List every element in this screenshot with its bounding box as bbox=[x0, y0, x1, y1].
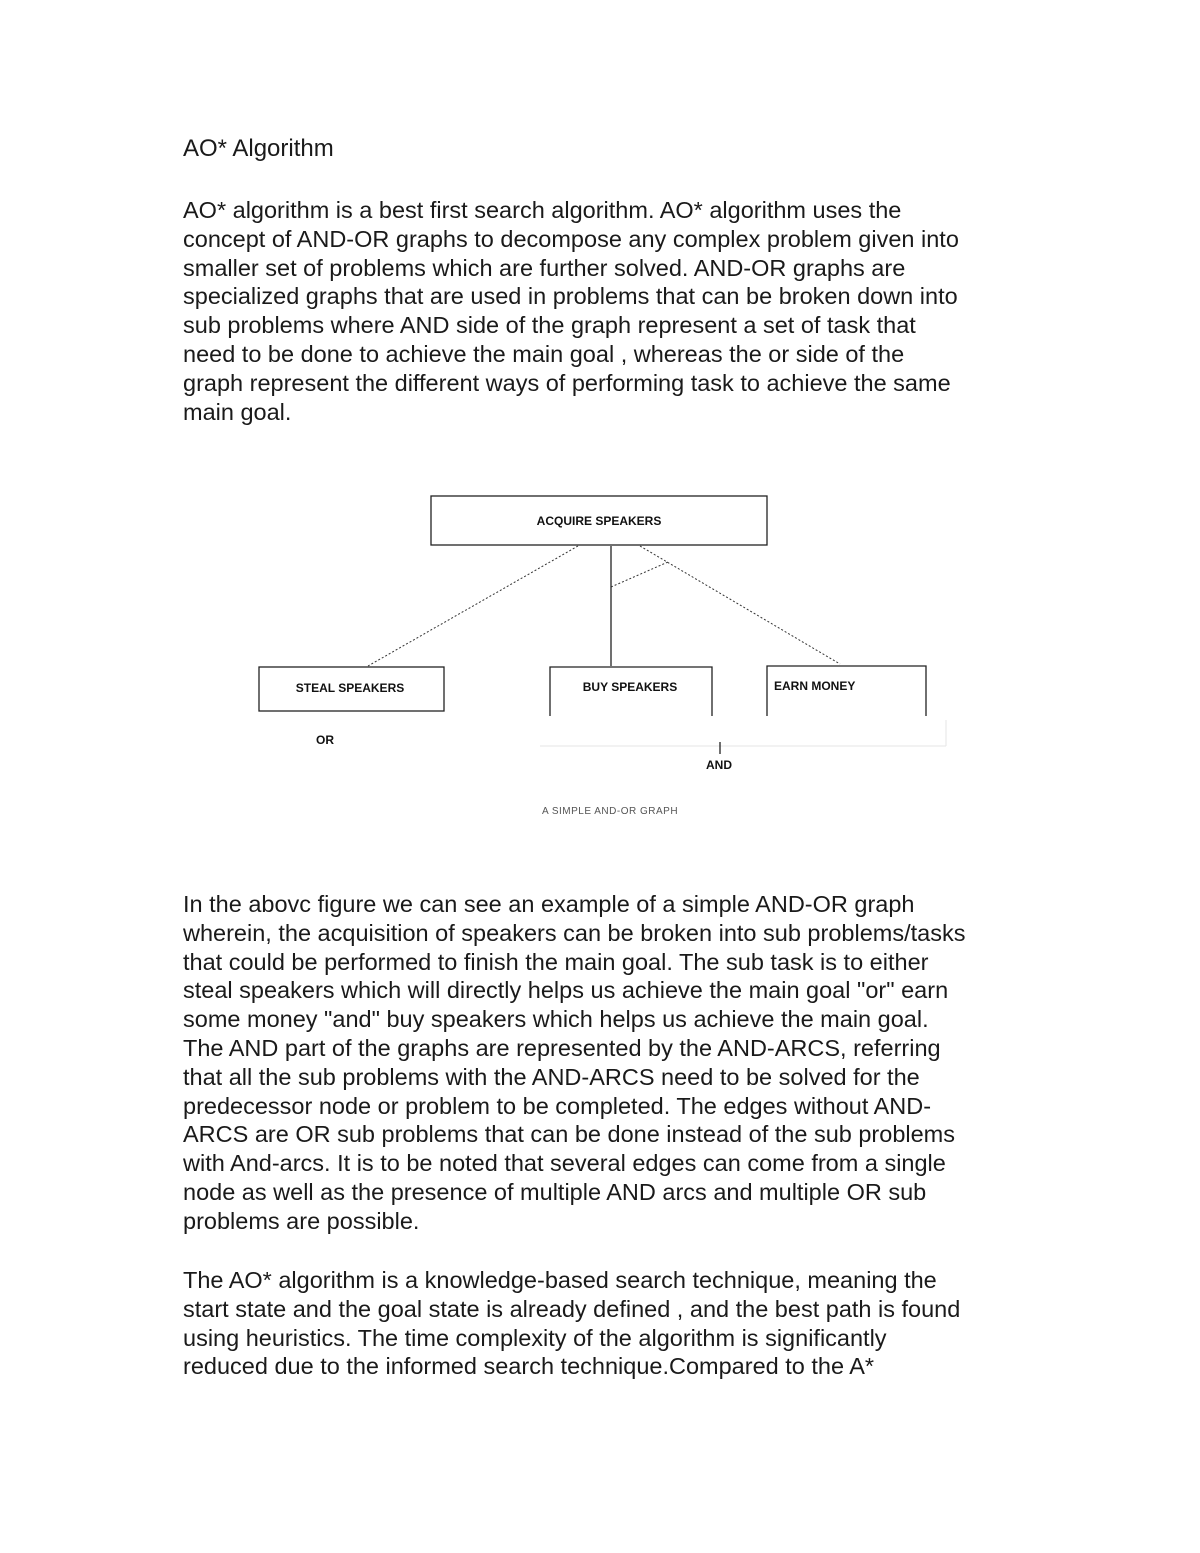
and-or-graph-figure bbox=[240, 480, 970, 830]
text-line: AO* algorithm is a best first search algorithm. AO* algorithm uses the bbox=[183, 197, 902, 223]
or-label: OR bbox=[316, 733, 334, 747]
text-line: need to be done to achieve the main goal , whereas the or side of the bbox=[183, 340, 905, 367]
document-title: AO* Algorithm bbox=[183, 135, 334, 162]
and-label: AND bbox=[706, 758, 732, 772]
text-line: wherein, the acquisition of speakers can be broken into sub problems/tasks bbox=[183, 919, 966, 946]
or-edge-steal bbox=[368, 546, 578, 666]
text-line: using heuristics. The time complexity of the algorithm is significantly bbox=[183, 1324, 887, 1351]
text-line: reduced due to the informed search technique.Compared to the A* bbox=[183, 1353, 875, 1380]
and-or-graph-svg bbox=[240, 480, 970, 830]
text-line: graph represent the different ways of performing task to achieve the same bbox=[183, 369, 951, 396]
text-line: main goal. bbox=[183, 398, 292, 425]
heuristics-paragraph bbox=[183, 1266, 1033, 1381]
intro-paragraph bbox=[183, 196, 1033, 426]
text-line: The AO* algorithm is a knowledge-based search technique, meaning the bbox=[183, 1267, 937, 1293]
text-line: ARCS are OR sub problems that can be done instead of the sub problems bbox=[183, 1121, 956, 1148]
text-line: with And-arcs. It is to be noted that several edges can come from a single bbox=[183, 1150, 946, 1177]
text-line: node as well as the presence of multiple AND arcs and multiple OR sub bbox=[183, 1178, 927, 1205]
text-line: steal speakers which will directly helps us achieve the main goal "or" earn bbox=[183, 977, 949, 1004]
buy-speakers-label: BUY SPEAKERS bbox=[582, 680, 678, 694]
text-line: In the abovc figure we can see an example of a simple AND-OR graph bbox=[183, 891, 915, 917]
text-line: concept of AND-OR graphs to decompose any complex problem given into bbox=[183, 225, 959, 252]
earn-money-label: EARN MONEY bbox=[774, 679, 856, 693]
text-line: predecessor node or problem to be completed. The edges without AND- bbox=[183, 1092, 932, 1119]
text-line: sub problems where AND side of the graph represent a set of task that bbox=[183, 312, 916, 339]
and-edge-earn bbox=[640, 546, 840, 664]
text-line: that all the sub problems with the AND-ARCS need to be solved for the bbox=[183, 1063, 920, 1090]
text-line: The AND part of the graphs are represented by the AND-ARCS, referring bbox=[183, 1034, 941, 1061]
text-line: problems are possible. bbox=[183, 1207, 420, 1234]
text-line: some money "and" buy speakers which helps us achieve the main goal. bbox=[183, 1006, 929, 1033]
and-arc bbox=[611, 562, 668, 587]
figure-caption: A SIMPLE AND-OR GRAPH bbox=[541, 806, 679, 817]
explanation-paragraph bbox=[183, 890, 1033, 1236]
text-line: smaller set of problems which are further solved. AND-OR graphs are bbox=[183, 254, 906, 281]
text-line: start state and the goal state is already defined , and the best path is found bbox=[183, 1295, 961, 1322]
text-line: specialized graphs that are used in problems that can be broken down into bbox=[183, 283, 958, 310]
text-line: that could be performed to finish the main goal. The sub task is to either bbox=[183, 948, 929, 975]
root-node-label: ACQUIRE SPEAKERS bbox=[536, 514, 662, 528]
steal-speakers-label: STEAL SPEAKERS bbox=[295, 681, 405, 695]
